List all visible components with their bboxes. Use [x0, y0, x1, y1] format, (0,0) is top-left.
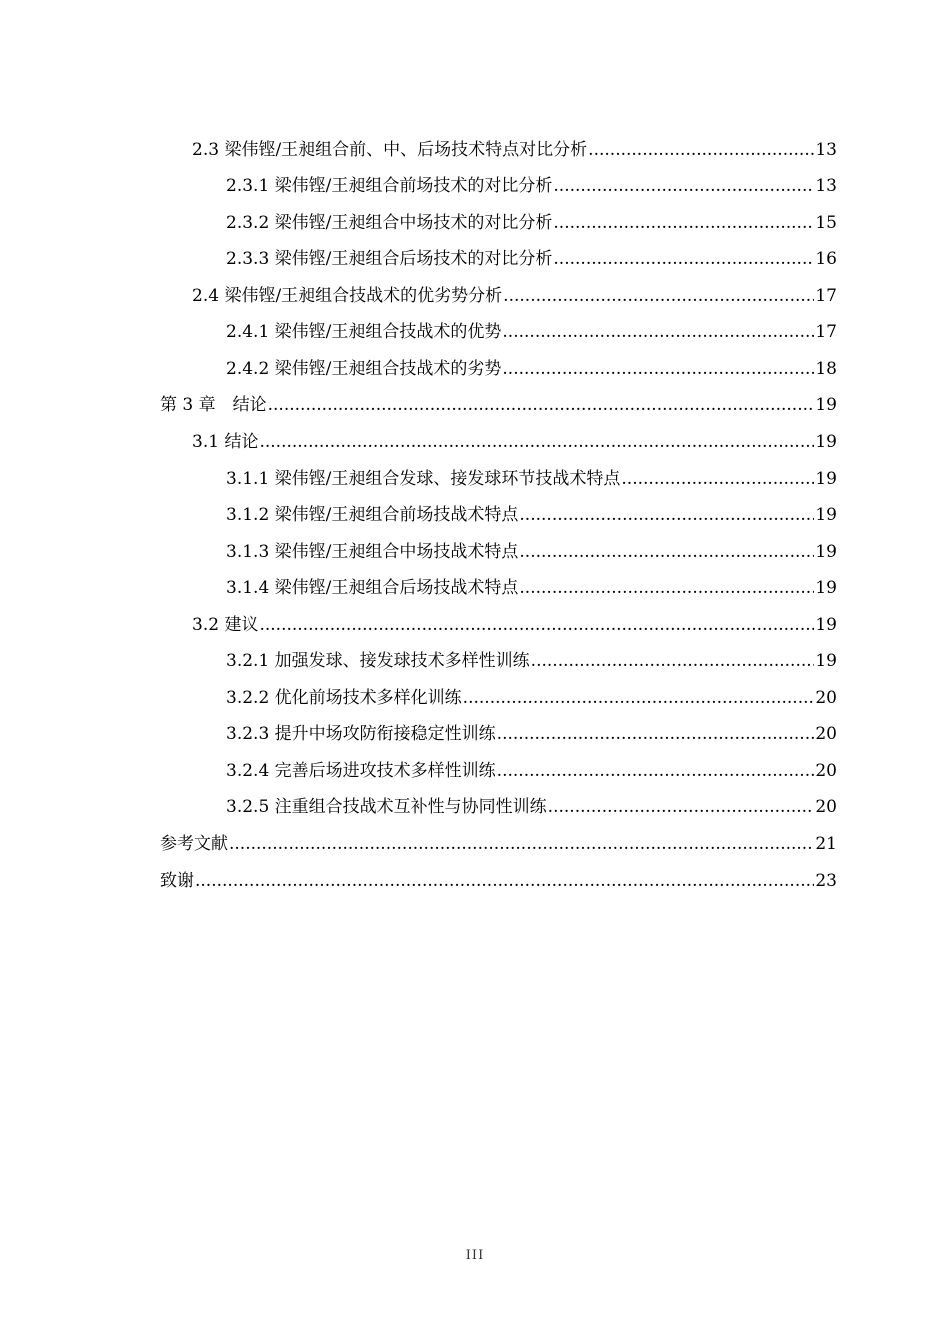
toc-entry-page: 20 [815, 688, 837, 708]
toc-entry-page: 16 [815, 249, 837, 269]
toc-entry-title: 2.3.3 梁伟铿/王昶组合后场技术的对比分析 [226, 249, 553, 269]
toc-entry-title: 3.2.5 注重组合技战术互补性与协同性训练 [226, 797, 547, 817]
dot-leader [588, 135, 814, 165]
toc-entry-title: 2.4.2 梁伟铿/王昶组合技战术的劣势 [226, 359, 502, 379]
dot-leader [497, 719, 815, 749]
toc-entry-page: 17 [815, 286, 837, 306]
toc-entry-3-1-3[interactable] [226, 537, 837, 567]
toc-entry-title: 致谢 [160, 871, 194, 891]
dot-leader [519, 573, 814, 603]
dot-leader [268, 390, 815, 420]
toc-entry-page: 13 [815, 176, 837, 196]
toc-entry-3-2[interactable] [192, 610, 837, 640]
toc-entry-title: 2.3.1 梁伟铿/王昶组合前场技术的对比分析 [226, 176, 553, 196]
dot-leader [259, 610, 814, 640]
toc-entry-title: 3.2.1 加强发球、接发球技术多样性训练 [226, 651, 530, 671]
dot-leader [519, 500, 814, 530]
toc-entry-page: 17 [815, 322, 837, 342]
toc-entry-2-4-1[interactable] [226, 317, 837, 347]
toc-entry-2-3-1[interactable] [226, 171, 837, 201]
dot-leader [502, 317, 814, 347]
toc-entry-title: 参考文献 [160, 834, 228, 854]
toc-entry-title: 第 3 章 结论 [160, 395, 267, 415]
dot-leader [531, 646, 815, 676]
toc-entry-page: 20 [815, 761, 837, 781]
toc-entry-3-1-1[interactable] [226, 464, 837, 494]
toc-entry-2-3-2[interactable] [226, 208, 837, 238]
dot-leader [463, 683, 815, 713]
toc-entry-page: 15 [815, 213, 837, 233]
toc-entry-title: 2.4.1 梁伟铿/王昶组合技战术的优势 [226, 322, 502, 342]
toc-entry-title: 2.3.2 梁伟铿/王昶组合中场技术的对比分析 [226, 213, 553, 233]
toc-entry-references[interactable] [160, 829, 837, 859]
toc-entry-2-3[interactable] [192, 135, 837, 165]
page-number-footer: III [465, 1248, 485, 1263]
toc-entry-title: 3.2.4 完善后场进攻技术多样性训练 [226, 761, 496, 781]
toc-entry-page: 20 [815, 797, 837, 817]
toc-entry-page: 19 [815, 432, 837, 452]
toc-entry-page: 19 [815, 651, 837, 671]
toc-entry-3-2-4[interactable] [226, 756, 837, 786]
toc-entry-page: 19 [815, 505, 837, 525]
dot-leader [553, 208, 814, 238]
toc-entry-title: 2.4 梁伟铿/王昶组合技战术的优劣势分析 [192, 286, 503, 306]
toc-entry-title: 3.1.2 梁伟铿/王昶组合前场技战术特点 [226, 505, 519, 525]
toc-entry-page: 21 [815, 834, 837, 854]
dot-leader [548, 792, 815, 822]
toc-entry-2-4-2[interactable] [226, 354, 837, 384]
toc-entry-page: 19 [815, 615, 837, 635]
toc-entry-3-2-2[interactable] [226, 683, 837, 713]
dot-leader [519, 537, 814, 567]
toc-entry-page: 23 [815, 871, 837, 891]
toc-entry-title: 3.1.1 梁伟铿/王昶组合发球、接发球环节技战术特点 [226, 469, 621, 489]
dot-leader [497, 756, 815, 786]
toc-entry-2-3-3[interactable] [226, 244, 837, 274]
toc-entry-chapter-3[interactable] [160, 390, 837, 420]
toc-entry-title: 3.1.4 梁伟铿/王昶组合后场技战术特点 [226, 578, 519, 598]
toc-entry-3-2-3[interactable] [226, 719, 837, 749]
toc-entry-title: 3.2.3 提升中场攻防衔接稳定性训练 [226, 724, 496, 744]
dot-leader [229, 829, 814, 859]
dot-leader [553, 244, 814, 274]
toc-entry-page: 18 [815, 359, 837, 379]
dot-leader [553, 171, 814, 201]
dot-leader [259, 427, 814, 457]
toc-entry-page: 19 [815, 578, 837, 598]
toc-entry-title: 3.2.2 优化前场技术多样化训练 [226, 688, 462, 708]
toc-entry-2-4[interactable] [192, 281, 837, 311]
toc-entry-page: 20 [815, 724, 837, 744]
toc-entry-3-1[interactable] [192, 427, 837, 457]
toc-entry-title: 2.3 梁伟铿/王昶组合前、中、后场技术特点对比分析 [192, 140, 588, 160]
toc-entry-page: 19 [815, 469, 837, 489]
toc-entry-3-1-4[interactable] [226, 573, 837, 603]
toc-entry-title: 3.1.3 梁伟铿/王昶组合中场技战术特点 [226, 542, 519, 562]
dot-leader [503, 281, 814, 311]
dot-leader [502, 354, 814, 384]
toc-entry-title: 3.1 结论 [192, 432, 259, 452]
toc-entry-3-2-1[interactable] [226, 646, 837, 676]
toc-entry-3-1-2[interactable] [226, 500, 837, 530]
toc-entry-title: 3.2 建议 [192, 615, 259, 635]
dot-leader [195, 866, 814, 896]
toc-entry-page: 13 [815, 140, 837, 160]
toc-entry-3-2-5[interactable] [226, 792, 837, 822]
toc-entry-page: 19 [815, 542, 837, 562]
toc-entry-acknowledgements[interactable] [160, 866, 837, 896]
dot-leader [621, 464, 814, 494]
toc-entry-page: 19 [815, 395, 837, 415]
